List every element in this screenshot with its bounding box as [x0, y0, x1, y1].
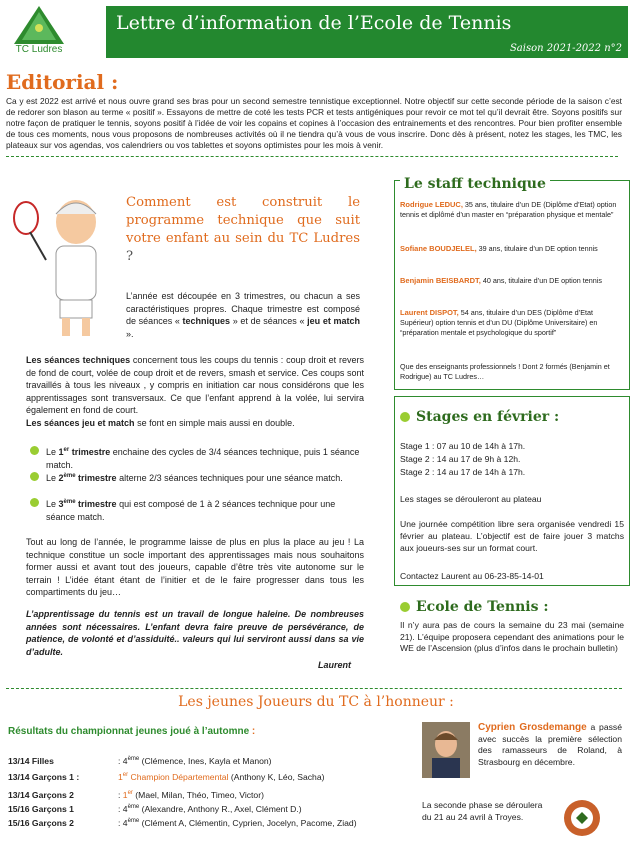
ecole-text: Il n’y aura pas de cours la semaine du 23 mai (semaine 21). L’équipe proposera cependant des animations pour le WE de l’Ascension (plus d’infos dans le prochain bulletin) — [400, 620, 624, 653]
staff-title: Le staff technique — [400, 176, 550, 192]
bullet-icon — [30, 472, 39, 481]
divider — [6, 156, 618, 157]
staff-member: Rodrigue LEDUC, 35 ans, titulaire d’un DE (Diplôme d’Etat) option tennis et diplômé d’un master en “préparation physique et mentale” — [400, 200, 617, 219]
seances-description — [26, 354, 364, 429]
tech-label: Les séances techniques — [26, 355, 131, 365]
contact-text: Contactez Laurent au 06-23-85-14-01 — [400, 571, 544, 581]
staff-member: Sofiane BOUDJELEL, 39 ans, titulaire d’un DE option tennis — [400, 244, 598, 253]
list-item — [26, 444, 364, 472]
cyprien-text: Cyprien Grosdemange a passé avec succès la première sélection des ramasseurs de Roland, à Strasbourg en décembre. — [478, 722, 622, 767]
table-row: 13/14 Garçons 1 : 1er Champion Départemental (Anthony K, Léo, Sacha) — [8, 772, 325, 782]
programme-closing: Tout au long de l’année, le programme laisse de plus en plus la place au jeu ! La technique constitue un socle important des apprentissages mais nous souhaitons former aussi et avant tout des joueurs, capable d’être très vite autonome sur le terrain ! L’idée étant étant de l’initier et de le faire progresser dans tous les compartiments du jeu… — [26, 537, 364, 597]
editorial-text: Ca y est 2022 est arrivé et nous ouvre grand ses bras pour un second semestre tennistique exceptionnel. Notre objectif sur cette seconde période de la saison c’est de redorer son blason au terme « positif ». Essayons de mettre de coté les tests PCR et tests antigéniques pour revoir ce mot tel qu’il devrait être. Soyons positifs sur notre façon de pratiquer le tennis, soyons positif à l’idée de voir les copains et copines à l’occasion des entrainements et des rencontres. Pour bien profiter ensemble de tous ces moments, nous vous proposons de nombreuses activités où il ne tiendra qu’à vous de vous inscrire. Donc dès à présent, notez les stages, les TMC, les plateaux sur vos agendas, vos calendriers ou vos tablettes et soyons optimistes pour les mois à venir. — [6, 96, 622, 151]
phase-text: La seconde phase se déroulera du 21 au 24 avril à Troyes. — [422, 800, 543, 822]
competition-text: Une journée compétition libre sera organisée vendredi 15 février au plateau. L’objectif est de faire jouer 3 matchs aux joueurs-ses sur un format court. — [400, 519, 624, 553]
intro-techniques: techniques — [182, 316, 231, 326]
quote-signature: Laurent — [318, 660, 352, 670]
programme-intro — [126, 290, 360, 340]
table-row: 13/14 Garçons 2 : 1er (Mael, Milan, Théo, Timeo, Victor) — [8, 790, 264, 800]
stages-title: Stages en février : — [416, 409, 560, 425]
cyprien-photo — [422, 722, 470, 778]
newsletter-title: Lettre d’information de l’Ecole de Tennis — [116, 12, 512, 34]
stages-location: Les stages se dérouleront au plateau — [400, 494, 542, 504]
question-mark: ? — [126, 249, 134, 264]
tennis-player-illustration — [10, 190, 122, 340]
jeunes-title: Les jeunes Joueurs du TC à l’honneur : — [126, 694, 506, 710]
list-item — [26, 496, 364, 524]
intro-jeu-match: jeu et match — [307, 316, 360, 326]
stage-line: Stage 2 : 14 au 17 de 14h à 17h. — [400, 467, 526, 477]
logo-text: TC Ludres — [15, 44, 63, 55]
editorial-title: Editorial : — [6, 70, 119, 94]
ecole-heading — [400, 598, 549, 616]
staff-member: Laurent DISPOT, 54 ans, titulaire d’un DES (Diplôme d’Etat Supérieur) option tennis et d’un DU (Diplôme Universitaire) en “préparation mentale et psychologique du sportif” — [400, 308, 598, 337]
staff-footer: Que des enseignants professionnels ! Dont 2 formés (Benjamin et Rodrigue) au TC Ludres… — [400, 362, 610, 381]
bullet-icon — [400, 602, 410, 612]
staff-member: Benjamin BEISBARDT, 40 ans, titulaire d’un DE option tennis — [400, 276, 602, 285]
header-banner — [106, 6, 628, 58]
jeu-text: se font en simple mais aussi en double. — [134, 417, 295, 428]
intro-text-3: ». — [126, 328, 134, 339]
stage-line: Stage 1 : 07 au 10 de 14h à 17h. — [400, 441, 526, 451]
results-title: Résultats du championnat jeunes joué à l’automne : — [8, 726, 256, 737]
bullet-icon — [30, 446, 39, 455]
season-label: Saison 2021-2022 n°2 — [509, 43, 622, 54]
table-row: 13/14 Filles : 4ème (Clémence, Ines, Kayla et Manon) — [8, 756, 272, 766]
intro-text: L’année est découpée en 3 trimestres, ou chacun a ses caractéristiques propres. Chaque trimestre est composé de séances « — [126, 291, 360, 326]
table-row: 15/16 Garçons 2 : 4ème (Clément A, Clémentin, Cyprien, Jocelyn, Pacome, Ziad) — [8, 818, 357, 828]
bullet-icon — [30, 498, 39, 507]
bullet-icon — [400, 412, 410, 422]
intro-text-2: » et de séances « — [230, 316, 308, 326]
programme-title-text: Comment est construit le programme technique que suit votre enfant au sein du TC Ludres — [126, 195, 360, 246]
stage-line: Stage 2 : 14 au 17 de 9h à 12h. — [400, 454, 521, 464]
bullet-text: Le 3ème trimestre qui est composé de 1 à 2 séances technique pour une séance match. — [46, 499, 336, 522]
stages-heading — [400, 408, 559, 426]
ecole-title: Ecole de Tennis : — [416, 599, 549, 615]
bullet-text: Le 2ème trimestre alterne 2/3 séances techniques pour une séance match. — [46, 473, 343, 483]
programme-title — [126, 194, 360, 266]
bullet-text: Le 1er trimestre enchaine des cycles de 3/4 séances technique, puis 1 séance match. — [46, 447, 360, 470]
list-item — [26, 470, 364, 498]
table-row: 15/16 Garçons 1 : 4ème (Alexandre, Anthony R., Axel, Clément D.) — [8, 804, 302, 814]
tech-text: concernent tous les coups du tennis : coup droit et revers de fond de court, volée de coup droit et de revers, smash et service. Ces coups sont travaillés à tous les niveaux , y compris en initiation car nous considérons que les apprentissages sont transversaux. Ce que l’enfant apprend à la volée, lui servira également en fond de court. — [26, 355, 364, 415]
jeu-label: Les séances jeu et match — [26, 417, 135, 428]
divider — [6, 688, 622, 689]
roland-garros-logo — [562, 798, 602, 838]
quote: L’apprentissage du tennis est un travail de longue haleine. De nombreuses années sont nécessaires. L’enfant devra faire preuve de persévérance, de patience, de volonté et d’assiduité.. valeurs qui lui serviront aussi dans sa vie d’adulte. — [26, 609, 364, 657]
